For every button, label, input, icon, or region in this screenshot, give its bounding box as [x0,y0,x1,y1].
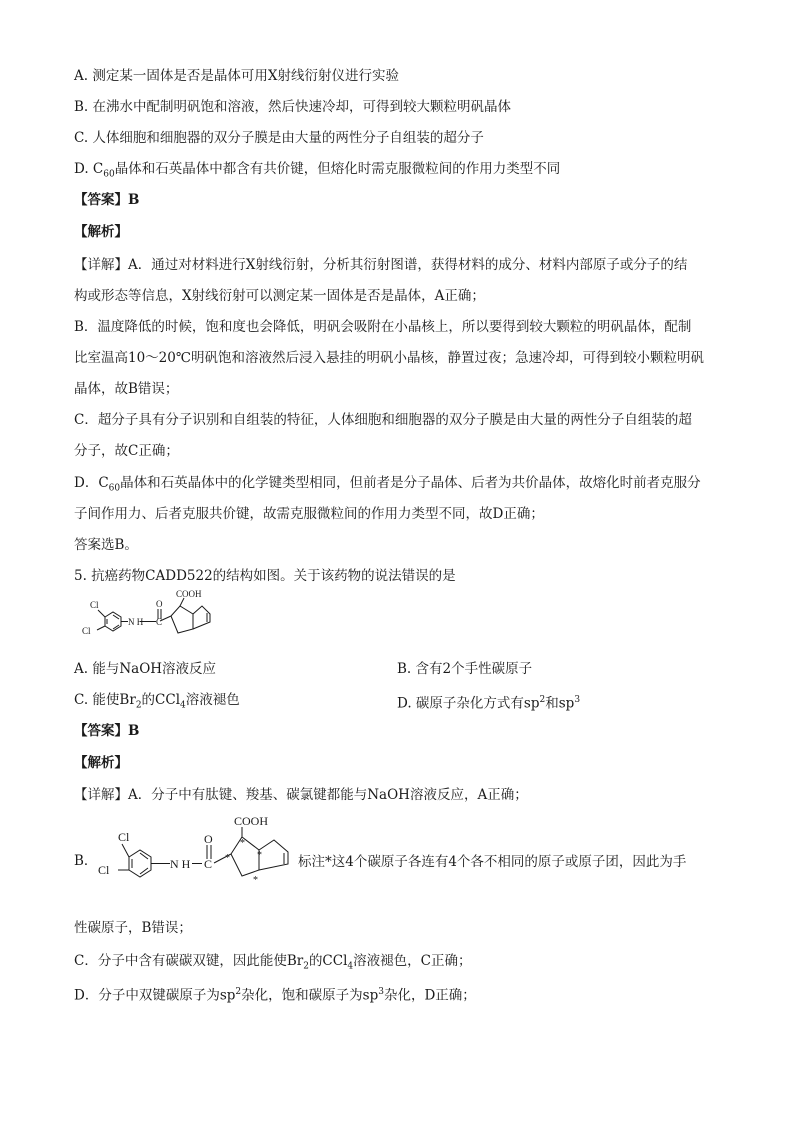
chiral-star-1: * [225,853,230,864]
q5-option-d: D. 碳原子杂化方式有$sp^2$和$sp^3$ [397,695,581,712]
q4-detail-1: 【详解】A．通过对材料进行X射线衍射，分析其衍射图谱，获得材料的成分、材料内部原子或分子的结 [74,257,688,273]
q5-detail-d: D．分子中双键碳原子为$sp^2$杂化，饱和碳原子为$sp^3$杂化，D正确； [74,987,476,1004]
q4-detail-7: 分子，故C正确； [74,443,179,459]
q5-detail-c: C．分子中含有碳碳双键，因此能使$Br_2$的CCl$_4$溶液褪色，C正确； [74,953,472,972]
q4-detail-4: 比室温高10～20℃明矾饱和溶液然后浸入悬挂的明矾小晶核，静置过夜；急速冷却，可得到较小颗粒明矾 [74,350,704,366]
o-label: O [156,599,163,609]
cooh-label: COOH [176,590,202,599]
cooh-label-large: COOH [234,814,269,828]
c-label: C [156,617,163,627]
cl-bottom: Cl [82,626,91,636]
nh-label: N H [128,617,144,627]
q4-option-c: C. 人体细胞和细胞器的双分子膜是由大量的两性分子自组装的超分子 [74,130,484,146]
cl-top-large: Cl [118,830,130,844]
q5-structure-small [72,590,247,650]
q5-analysis-label: 【解析】 [74,755,128,771]
q4-option-a: A. 测定某一固体是否是晶体可用X射线衍射仪进行实验 [74,68,399,84]
q4-detail-8: D．$C_{60}$晶体和石英晶体中的化学键类型相同，但前者是分子晶体、后者为共价晶体，故熔化时前者克服分 [74,475,701,494]
chiral-star-3: * [257,850,262,861]
q5-detail-b-2: 性碳原子，B错误； [74,920,192,936]
chiral-star-2: * [240,838,245,849]
q4-option-d: D. $C_{60}$晶体和石英晶体中都含有共价键，但熔化时需克服微粒间的作用力类型不同 [74,161,561,180]
q5-stem: 5. 抗癌药物CADD522的结构如图。关于该药物的说法错误的是 [74,568,456,584]
q4-answer: 【答案】B [74,192,140,208]
q4-analysis-label: 【解析】 [74,224,128,240]
c-label-large: C [204,857,213,871]
q4-option-b: B. 在沸水中配制明矾饱和溶液，然后快速冷却，可得到较大颗粒明矾晶体 [74,99,512,115]
q4-detail-9: 子间作用力、后者克服共价键，故需克服微粒间的作用力类型不同，故D正确； [74,506,544,522]
nh-label-large: N H [170,857,191,871]
q5-option-b: B. 含有2个手性碳原子 [397,661,533,677]
cl-bottom-large: Cl [98,863,110,877]
q5-answer: 【答案】B [74,723,140,739]
q5-structure-large [94,812,299,892]
o-label-large: O [204,832,213,846]
cl-top: Cl [90,600,99,610]
q4-detail-5: 晶体，故B错误； [74,381,179,397]
q4-detail-3: B．温度降低的时候，饱和度也会降低，明矾会吸附在小晶核上，所以要得到较大颗粒的明矾晶体，配制 [74,319,692,335]
q4-conclusion: 答案选B。 [74,537,138,553]
q4-detail-2: 构或形态等信息，X射线衍射可以测定某一固体是否是晶体，A正确； [74,288,485,304]
q5-detail-b-label: B． [74,853,98,869]
q5-detail-a: 【详解】A．分子中有肽键、羧基、碳氯键都能与NaOH溶液反应，A正确； [74,787,528,803]
q5-detail-b-tail: 标注*这4个碳原子各连有4个各不相同的原子或原子团，因此为手 [298,854,687,870]
q5-option-c: C. 能使$Br_2$的CCl$_4$溶液褪色 [74,692,240,711]
chiral-star-4: * [253,875,258,886]
q5-option-a: A. 能与NaOH溶液反应 [74,661,217,677]
q4-detail-6: C．超分子具有分子识别和自组装的特征，人体细胞和细胞器的双分子膜是由大量的两性分子自组装的超 [74,412,692,428]
